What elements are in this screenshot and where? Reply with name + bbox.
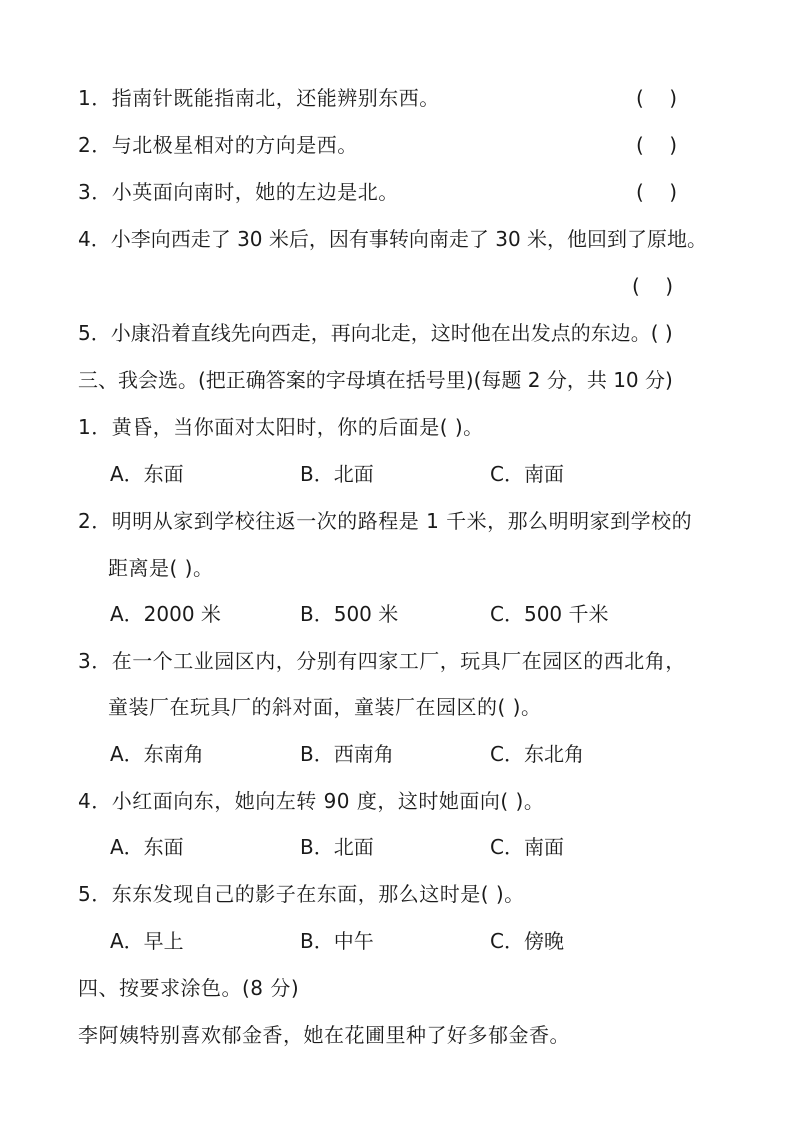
judge-item-3: 3．小英面向南时，她的左边是北。: [78, 180, 399, 204]
judge-item-1-paren[interactable]: ( ): [636, 86, 678, 110]
choice-q2-option-c: C．500 千米: [490, 602, 609, 626]
choice-q1: 1．黄昏，当你面对太阳时，你的后面是( )。: [78, 415, 484, 439]
section4-title: 四、按要求涂色。(8 分): [78, 976, 300, 1000]
choice-q1-option-c: C．南面: [490, 462, 564, 486]
choice-q4-option-c: C．南面: [490, 835, 564, 859]
section4-text: 李阿姨特别喜欢郁金香，她在花圃里种了好多郁金香。: [78, 1023, 570, 1047]
choice-q5-option-c: C．傍晚: [490, 929, 564, 953]
choice-q3-line-2: 童装厂在玩具厂的斜对面，童装厂在园区的( )。: [108, 695, 542, 719]
judge-item-4: 4．小李向西走了 30 米后，因有事转向南走了 30 米，他回到了原地。: [78, 227, 708, 251]
choice-q4-option-a: A．东面: [110, 835, 184, 859]
choice-q5: 5．东东发现自己的影子在东面，那么这时是( )。: [78, 882, 525, 906]
choice-q2-option-a: A．2000 米: [110, 602, 221, 626]
choice-q4: 4．小红面向东，她向左转 90 度，这时她面向( )。: [78, 789, 545, 813]
choice-q3-option-a: A．东南角: [110, 742, 204, 766]
judge-item-5: 5．小康沿着直线先向西走，再向北走，这时他在出发点的东边。( ): [78, 321, 673, 345]
choice-q2-line-1: 2．明明从家到学校往返一次的路程是 1 千米，那么明明家到学校的: [78, 509, 693, 533]
judge-item-3-paren[interactable]: ( ): [636, 180, 678, 204]
choice-q3-line-1: 3．在一个工业园区内，分别有四家工厂，玩具厂在园区的西北角，: [78, 649, 686, 673]
choice-q1-option-a: A．东面: [110, 462, 184, 486]
judge-item-1: 1．指南针既能指南北，还能辨别东西。: [78, 86, 440, 110]
choice-q2-option-b: B．500 米: [300, 602, 399, 626]
choice-q5-option-a: A．早上: [110, 929, 184, 953]
choice-q1-option-b: B．北面: [300, 462, 374, 486]
choice-q4-option-b: B．北面: [300, 835, 374, 859]
judge-item-4-paren[interactable]: ( ): [632, 274, 674, 298]
choice-q3-option-b: B．西南角: [300, 742, 394, 766]
choice-q2-line-2: 距离是( )。: [108, 556, 214, 580]
judge-item-2: 2．与北极星相对的方向是西。: [78, 133, 358, 157]
choice-q5-option-b: B．中午: [300, 929, 374, 953]
choice-q3-option-c: C．东北角: [490, 742, 584, 766]
section3-title: 三、我会选。(把正确答案的字母填在括号里)(每题 2 分，共 10 分): [78, 368, 673, 392]
judge-item-2-paren[interactable]: ( ): [636, 133, 678, 157]
